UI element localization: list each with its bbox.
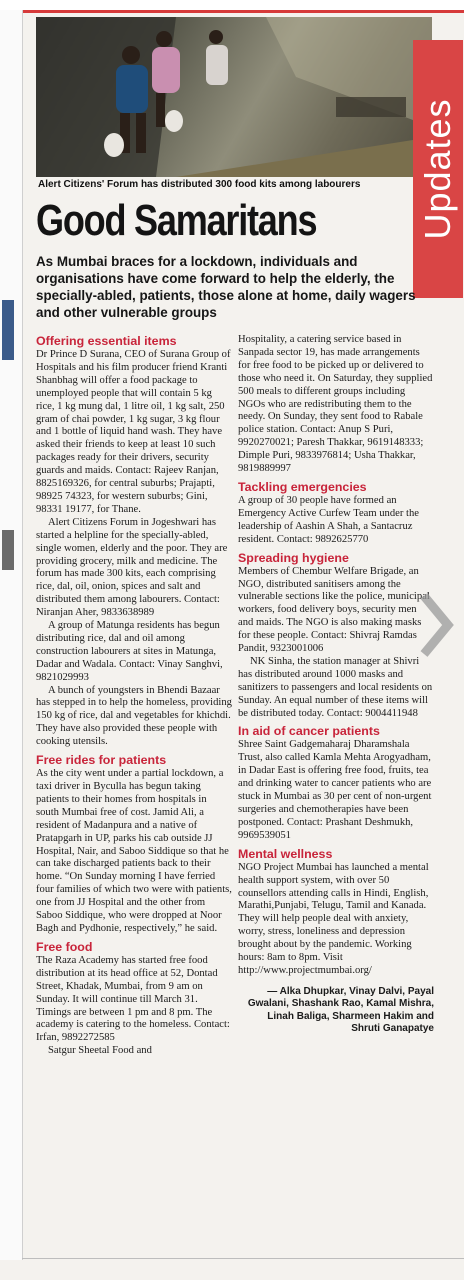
article-column-left [36,334,232,1058]
news-photo [36,17,432,177]
paragraph: A group of 30 people have formed an Emergency Active Curfew Team under the leadership of Aashin A Shah, a Santacruz resident. Contact: 9892625770 [238,494,419,545]
paragraph: As the city went under a partial lockdown, a taxi driver in Byculla has begun taking patients to their homes from hospitals in south Mumbai free of cost. Jamid Ali, a resident of Madanpura and a native of Pratapgarh in UP, parks his cab outside JJ Hospital, Nair, and Saboo Siddique so that he can take discharged patients back to their home. “On Sunday morning I have ferried four families of which two were with patients, one from JJ Hospital and the other from Saboo Siddique, who were dropped at Noor Bagh and Pydhonie, respectively,” he said. [36,768,232,934]
paragraph: NK Sinha, the station manager at Shivri has distributed around 1000 masks and sanitizers to passengers and local residents on Sunday. An equal number of these items will be distributed today. Contact: 9004411948 [238,655,433,719]
paragraph: The Raza Academy has started free food distribution at its head office at 52, Dontad Street, Khadak, Mumbai, from 9 am on Sunday. It will continue till March 31. Timings are between 1 pm and 8 pm. The academy is catering to the homeless. Contact: Irfan, 9892272585 [36,954,230,1044]
adjacent-page-ink [2,300,14,360]
adjacent-page-ink [2,530,14,570]
paragraph: NGO Project Mumbai has launched a mental health support system, with over 50 counsellors attending calls in Hindi, English, Marathi,Punjabi, Telugu, Tamil and Kanada. They will help people deal with anxiety, worry, stress, loneliness and depression brought about by the pandemic. Working hours: 8am to 8pm. Visit http://www.projectmumbai.org/ [238,861,429,976]
section-tab-label: Updates [417,98,458,240]
top-page-edge [0,0,464,13]
subheading: Free food [36,939,93,954]
paragraph: A group of Matunga residents has begun distributing rice, dal and oil among construction labourers at sites in Matunga, Dadar and Wadala. Contact: Vinay Sanghvi, 9821029993 [36,620,223,683]
byline: — Alka Dhupkar, Vinay Dalvi, Payal Gwalani, Shashank Rao, Kamal Mishra, Linah Baliga, Sharmeen Hakim and Shruti Ganapatye [247,985,434,1035]
article-column-right-body [238,334,434,978]
headline: Good Samaritans [36,196,317,245]
subheading: In aid of cancer patients [238,724,380,739]
paragraph: Hospitality, a catering service based in Sanpada sector 19, has made arrangements for free food to be picked up or delivered to those who need it. On Saturday, they supplied 500 meals to different groups including NGOs who are redistributing them to the needy. On Sunday, they sent food to Rabale police station. Contact: Anup S Puri, 9920270021; Paresh Thakkar, 9619148333; Dimple Puri, 9833976814; Usha Thakkar, 9819889997 [238,334,433,475]
paragraph: A bunch of youngsters in Bhendi Bazaar has stepped in to help the homeless, providing 150 kg of rice, dal and vegetables for khichdi. They have also provided these people with cooking utensils. [36,684,232,748]
subheading: Spreading hygiene [238,550,349,565]
subheading: Tackling emergencies [238,479,367,494]
photo-caption: Alert Citizens' Forum has distributed 300 food kits among labourers [38,179,361,190]
subheading: Mental wellness [238,846,333,861]
standfirst: As Mumbai braces for a lockdown, individuals and organisations have come forward to help the elderly, the specially-abled, patients, those alone at home, daily wagers and other vulnerable groups [36,254,416,320]
paragraph: Members of Chembur Welfare Brigade, an NGO, distributed sanitisers among the vulnerable sections like the police, municipal workers, food delivery boys, security men and maids. The NGO is also making masks for these people. Contact: Shivraj Ramdas Pandit, 9323001006 [238,565,430,655]
adjacent-page-strip [0,10,23,1260]
paragraph: Shree Saint Gadgemaharaj Dharamshala Trust, also called Kamla Mehta Arogyadham, in Dadar East is offering free food, fruits, tea and drinking water to cancer patients who are stuck in Mumbai as 30 per cent of non-urgent surgeries and chemotherapies have been postponed. Contact: Prashant Deshmukh, 9969539051 [238,739,432,841]
paragraph: Dr Prince D Surana, CEO of Surana Group of Hospitals and his film producer friend Kranti Shanbhag will offer a food package to unemployed people that will contain 5 kg rice, 1 kg mung dal, 1 litre oil, 1 kg salt, 250 gram of chai powder, 1 kg sugar, 3 kg flour and 1 bottle of liquid hand wash. They have asked their friends to keep at least 10 such packages ready for their drivers, security guards and maids. Contact: Rajeev Ranjan, 8825169326, for central suburbs; Prajapti, 98925 74323, for western suburbs; Gini, 98331 19177, for Thane. [36,349,231,515]
article-column-right [238,334,434,1036]
paragraph: Alert Citizens Forum in Jogeshwari has started a helpline for the specially-abled, single women, elderly and the poor. They are providing grocery, milk and medicine. The forum has made 300 kits, each comprising rice, dal, oil, onion, spices and salt and distributed them among labourers. Contact: Niranjan Aher, 9833638989 [36,516,228,619]
page-bottom-rule [22,1258,464,1259]
chevron-right-icon[interactable] [416,590,456,660]
subheading: Offering essential items [36,334,177,348]
paragraph: Satgur Sheetal Food and [48,1045,152,1057]
subheading: Free rides for patients [36,753,167,768]
